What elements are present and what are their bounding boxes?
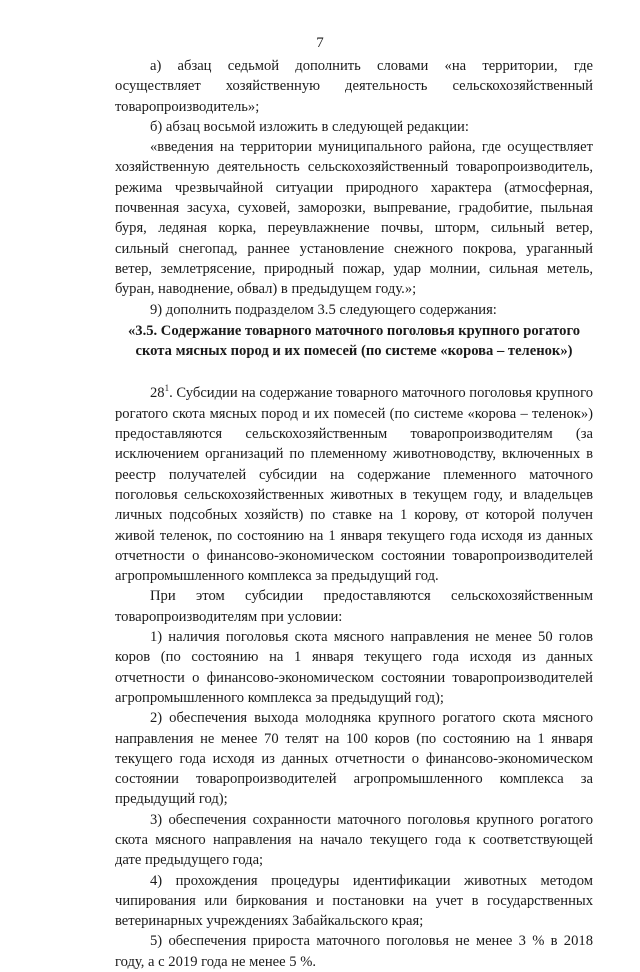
paragraph-condition-3: 3) обеспечения сохранности маточного поголовья крупного рогатого скота мясного направления на начало текущего года к соответствующей дате предыдущего года;: [115, 811, 593, 869]
paragraph-amendment-b: б) абзац восьмой изложить в следующей редакции:: [150, 118, 469, 135]
paragraph-condition-1: 1) наличия поголовья скота мясного направления не менее 50 голов коров (по состоянию на 1 января текущего года исходя из данных отчетности о финансово-экономическом состоянии товаропроизводителей агропромышленного комплекса за предыдущий год);: [115, 629, 593, 706]
item-text: . Субсидии на содержание товарного маточного поголовья крупного рогатого скота мясных пород и их помесей (по системе «корова – теленок») предоставляются сельскохозяйственным товаропроизводителям (за исключением организаций по племенному животноводству, включенных в реестр получателей субсидии на содержание племенного маточного поголовья сельскохозяйственных животных в текущем году, и владельцев личных подсобных хозяйств) по ставке на 1 корову, от которой получен живой теленок, по состоянию на 1 января текущего года исходя из данных отчетности о финансово-экономическом состоянии товаропроизводителей агропромышленного комплекса за предыдущий год.: [115, 385, 593, 585]
document-body: [115, 56, 593, 972]
paragraph-amendment-a: а) абзац седьмой дополнить словами «на территории, где осуществляет хозяйственную деятельность сельскохозяйственный товаропроизводитель»;: [115, 58, 593, 115]
item-number: 28: [150, 385, 165, 402]
spacer: [115, 361, 593, 383]
paragraph-condition-5: 5) обеспечения прироста маточного поголовья не менее 3 % в 2018 году, а с 2019 года не менее 5 %.: [115, 933, 593, 970]
page-number: 7: [316, 35, 324, 51]
paragraph-condition-2: 2) обеспечения выхода молодняка крупного рогатого скота мясного направления не менее 70 телят на 100 коров (по состоянию на 1 января текущего года исходя из данных отчетности о финансово-экономическом состоянии товаропроизводителей агропромышленного комплекса за предыдущий год);: [115, 710, 593, 808]
section-heading-line-2: скота мясных пород и их помесей (по системе «корова – теленок»): [135, 343, 573, 360]
section-heading: [115, 321, 593, 362]
paragraph-amendment-9: 9) дополнить подразделом 3.5 следующего содержания:: [150, 301, 497, 318]
paragraph-condition-4: 4) прохождения процедуры идентификации животных методом чипирования или биркования и постановки на учет в государственных ветеринарных учреждениях Забайкальского края;: [115, 872, 593, 930]
section-heading-line-1: «3.5. Содержание товарного маточного поголовья крупного рогатого: [127, 322, 581, 339]
paragraph-conditions-intro: При этом субсидии предоставляются сельскохозяйственным товаропроизводителям при условии:: [115, 588, 593, 625]
paragraph-amendment-b-text: «введения на территории муниципального района, где осуществляет хозяйственную деятельность сельскохозяйственный товаропроизводитель, режима чрезвычайной ситуации природного характера (атмосферная, почвенная засуха, суховей, заморозки, выпревание, градобитие, пыльная буря, ледяная корка, переувлажнение почвы, шторм, сильный ветер, сильный снегопад, раннее установление снежного покрова, ураганный ветер, землетрясение, природный пожар, удар молнии, сильная метель, буран, наводнение, обвал) в предыдущем году.»;: [115, 139, 593, 298]
item-superscript: 1: [164, 383, 170, 394]
paragraph-item-28-1: [115, 383, 593, 586]
